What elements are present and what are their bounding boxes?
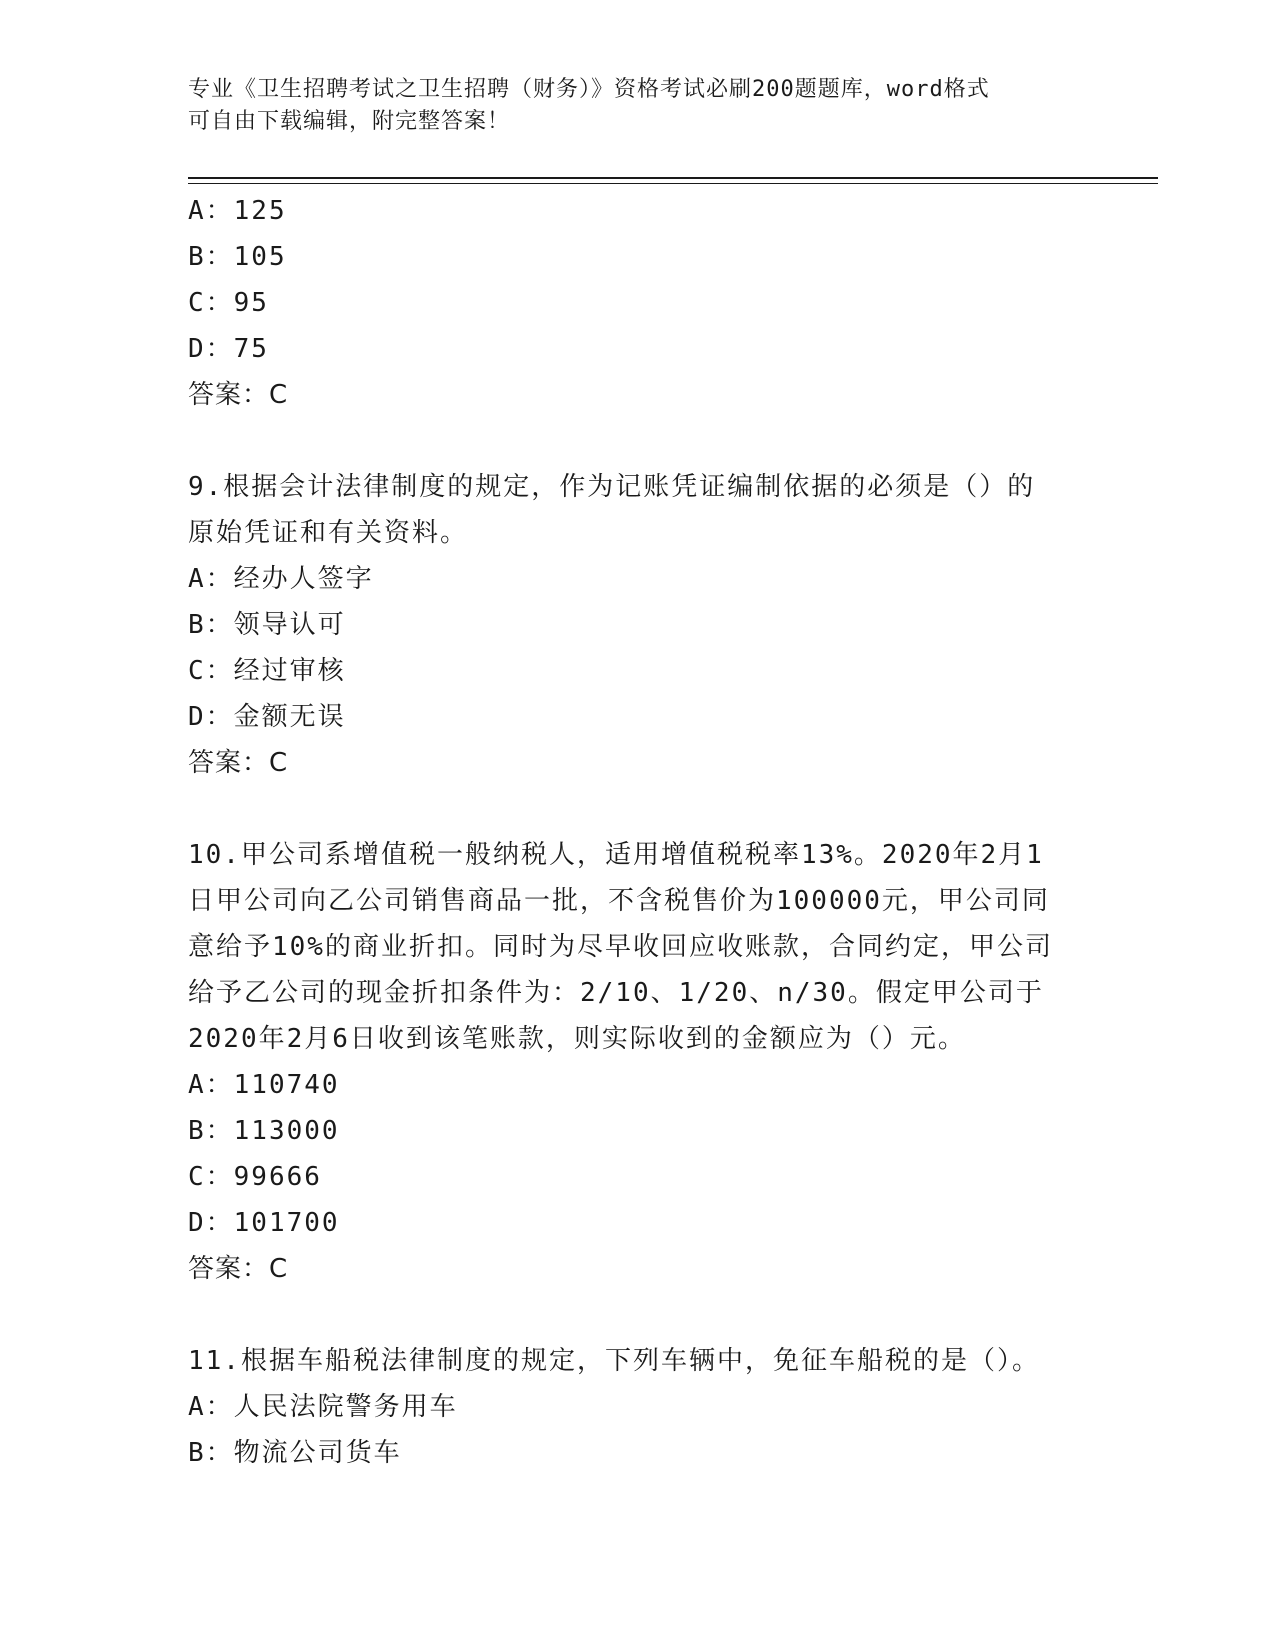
option-d: D：101700 <box>188 1208 340 1238</box>
question-stem-line: 11.根据车船税法律制度的规定，下列车辆中，免征车船税的是（）。 <box>188 1346 1040 1376</box>
option-a: A：人民法院警务用车 <box>188 1392 458 1422</box>
spacer <box>188 1292 1088 1338</box>
header-line-2: 可自由下载编辑，附完整答案！ <box>188 109 511 134</box>
option-a: A：经办人签字 <box>188 564 374 594</box>
question-stem-line: 9.根据会计法律制度的规定，作为记账凭证编制依据的必须是（）的 <box>188 472 1036 502</box>
option-c: C：99666 <box>188 1162 322 1192</box>
spacer <box>188 786 1088 832</box>
option-b: B：领导认可 <box>188 610 346 640</box>
option-c: C：经过审核 <box>188 656 346 686</box>
option-d: D：金额无误 <box>188 702 346 732</box>
question-stem-line: 日甲公司向乙公司销售商品一批，不含税售价为100000元，甲公司同 <box>188 886 1050 916</box>
question-list <box>188 188 1088 1476</box>
option-b: B：105 <box>188 242 287 272</box>
question-10-block <box>188 832 1088 1292</box>
question-stem-line: 意给予10%的商业折扣。同时为尽早收回应收账款，合同约定，甲公司 <box>188 932 1053 962</box>
question-stem-line: 10.甲公司系增值税一般纳税人，适用增值税税率13%。2020年2月1 <box>188 840 1044 870</box>
document-header <box>188 74 1088 138</box>
question-8-block <box>188 188 1088 418</box>
question-stem-line: 给予乙公司的现金折扣条件为：2/10、1/20、n/30。假定甲公司于 <box>188 978 1044 1008</box>
option-b: B：物流公司货车 <box>188 1438 402 1468</box>
question-11-block <box>188 1338 1088 1476</box>
question-9-block <box>188 464 1088 786</box>
question-stem-line: 2020年2月6日收到该笔账款，则实际收到的金额应为（）元。 <box>188 1024 966 1054</box>
option-b: B：113000 <box>188 1116 340 1146</box>
spacer <box>188 418 1088 464</box>
option-a: A：110740 <box>188 1070 340 1100</box>
option-c: C：95 <box>188 288 269 318</box>
header-divider-thin <box>188 183 1158 184</box>
question-stem-line: 原始凭证和有关资料。 <box>188 518 469 548</box>
answer-line: 答案：C <box>188 380 289 410</box>
option-d: D：75 <box>188 334 269 364</box>
header-line-1: 专业《卫生招聘考试之卫生招聘（财务）》资格考试必刷200题题库，word格式 <box>188 77 990 102</box>
option-a: A：125 <box>188 196 287 226</box>
header-divider-thick <box>188 177 1158 179</box>
answer-line: 答案：C <box>188 748 289 778</box>
answer-line: 答案：C <box>188 1254 289 1284</box>
